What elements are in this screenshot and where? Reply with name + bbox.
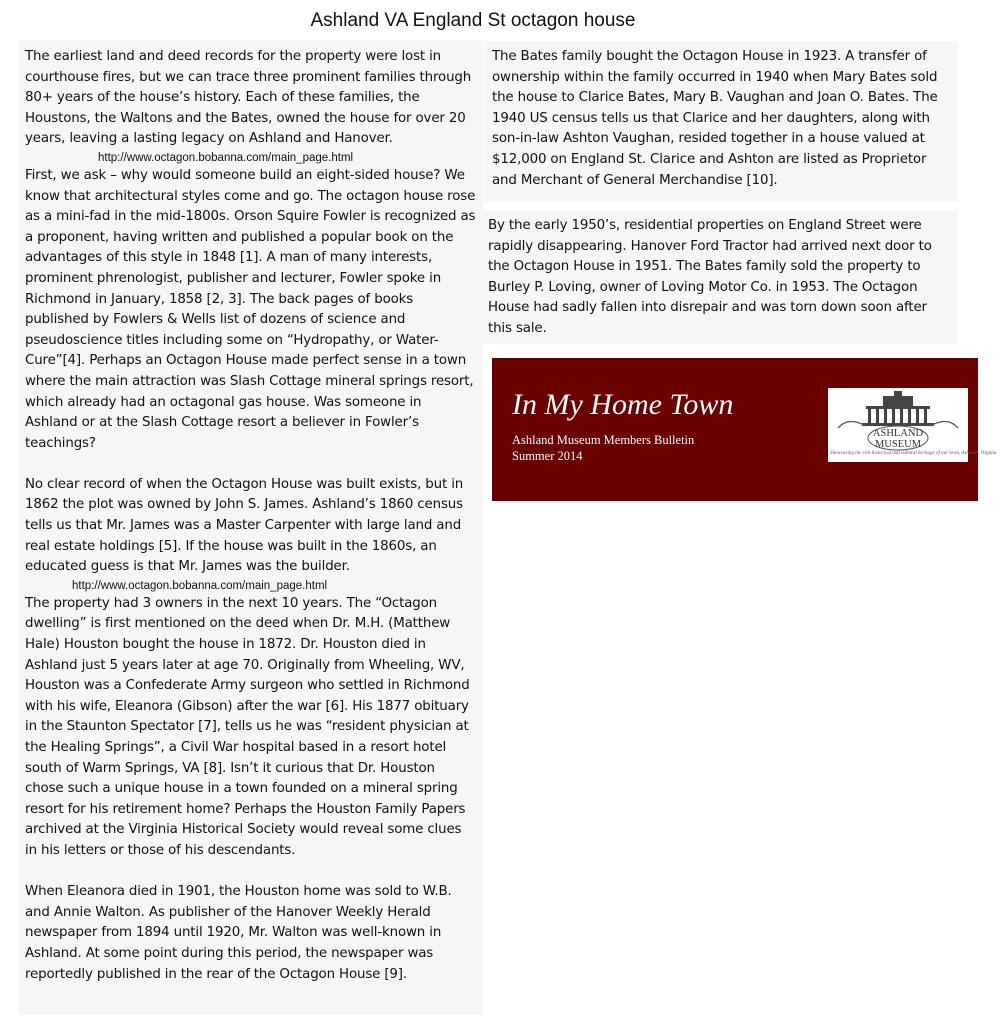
logo-line-2: MUSEUM — [874, 439, 922, 450]
right-column-box-1 — [484, 41, 958, 202]
right-column-box-2 — [481, 210, 957, 344]
bulletin-banner — [492, 358, 997, 501]
logo-line-1: ASHLAND — [872, 428, 924, 439]
banner-subtitle: Ashland Museum Members Bulletin — [512, 433, 695, 447]
paragraph-houston: The property had 3 owners in the next 10 years. The “Octagon dwelling” is first mentioned on the deed when Dr. M.H. (Matthew Hale) Houston bought the house in 1872. Dr. Houston died in Ashland just 5 years later at age 70. Originally from Wheeling, WV, Houston was a Confederate Army surgeon who settled in Richmond with his wife, Eleanora (Gibson) after the war [6]. His 1877 obituary in the Staunton Spectator [7], tells us he was “resident physician at the Healing Springs”, a Civil War hospital based in a resort hotel south of Warm Springs, VA [8]. Isn’t it curious that Dr. Houston chose such a unique house in a town founded on a mineral spring resort for his retirement home? Perhaps the Houston Family Papers archived at the Virginia Historical Society would reveal some clues in his letters or those of his descendants. — [25, 595, 470, 858]
museum-logo — [828, 388, 997, 462]
logo-text — [828, 428, 968, 450]
source-link-1[interactable]: http://www.octagon.bobanna.com/main_page.html — [98, 151, 354, 164]
paragraph-fowler: First, we ask – why would someone build an eight-sided house? We know that architectural styles come and go. The octagon house rose as a mini-fad in the mid-1800s. Orson Squire Fowler is recognized as a proponent, having written and published a popular book on the advantages of this style in 1848 [1]. A man of many interests, prominent phrenologist, publisher and lecturer, Fowler spoke in Richmond in January, 1858 [2, 3]. The back pages of books published by Fowlers & Wells list of dozens of science and pseudoscience titles including some on “Hydropathy, or Water-Cure”[4]. Perhaps an Octagon House made perfect sense in a town where the main attraction was Slash Cottage mineral springs resort, which already had an octagonal gas house. Was someone in Ashland or at the Slash Cottage resort a believer in Fowler’s teachings? — [25, 167, 476, 451]
paragraph-james: No clear record of when the Octagon House was built exists, but in 1862 the plot was owned by John S. James. Ashland’s 1860 census tells us that Mr. James was a Master Carpenter with large land and real estate holdings [5]. If the house was built in the 1860s, an educated guess is that Mr. James was the builder. — [25, 476, 464, 575]
banner-season: Summer 2014 — [512, 449, 583, 463]
paragraph-1950s: By the early 1950’s, residential properties on England Street were rapidly disappearing. Hanover Ford Tractor had arrived next door to the Octagon House in 1951. The Bates family sold the property to Burley P. Loving, owner of Loving Motor Co. in 1953. The Octagon House had sadly fallen into disrepair and was torn down soon after this sale. — [488, 218, 932, 336]
paragraph-intro: The earliest land and deed records for the property were lost in courthouse fires, but we can trace three prominent families through 80+ years of the house’s history. Each of these families, the Houstons, the Waltons and the Bates, owned the house for over 20 years, leaving a lasting legacy on Ashland and Hanover. — [25, 49, 472, 147]
page-title: Ashland VA England St octagon house — [310, 10, 636, 31]
banner-subtitle-block — [512, 432, 694, 464]
logo-tagline: Showcasing the rich historical and cultural heritage of our town, Ashland, Virginia — [830, 451, 997, 456]
left-column — [18, 40, 483, 1015]
banner-title: In My Home Town — [512, 388, 734, 421]
paragraph-bates: The Bates family bought the Octagon House in 1923. A transfer of ownership within the family occurred in 1940 when Mary Bates sold the house to Clarice Bates, Mary B. Vaughan and Joan O. Bates. The 1940 US census tells us that Clarice and her daughters, along with son-in-law Ashton Vaughan, resided together in a house valued at $12,000 on England St. Clarice and Ashton are listed as Proprietor and Merchant of General Merchandise [10]. — [492, 49, 938, 188]
paragraph-walton: When Eleanora died in 1901, the Houston home was sold to W.B. and Annie Walton. As publisher of the Hanover Weekly Herald newspaper from 1894 until 1920, Mr. Walton was well-known in Ashland. At some point during this period, the newspaper was reportedly published in the rear of the Octagon House [9]. — [25, 884, 452, 982]
source-link-2[interactable]: http://www.octagon.bobanna.com/main_page.html — [72, 579, 328, 592]
